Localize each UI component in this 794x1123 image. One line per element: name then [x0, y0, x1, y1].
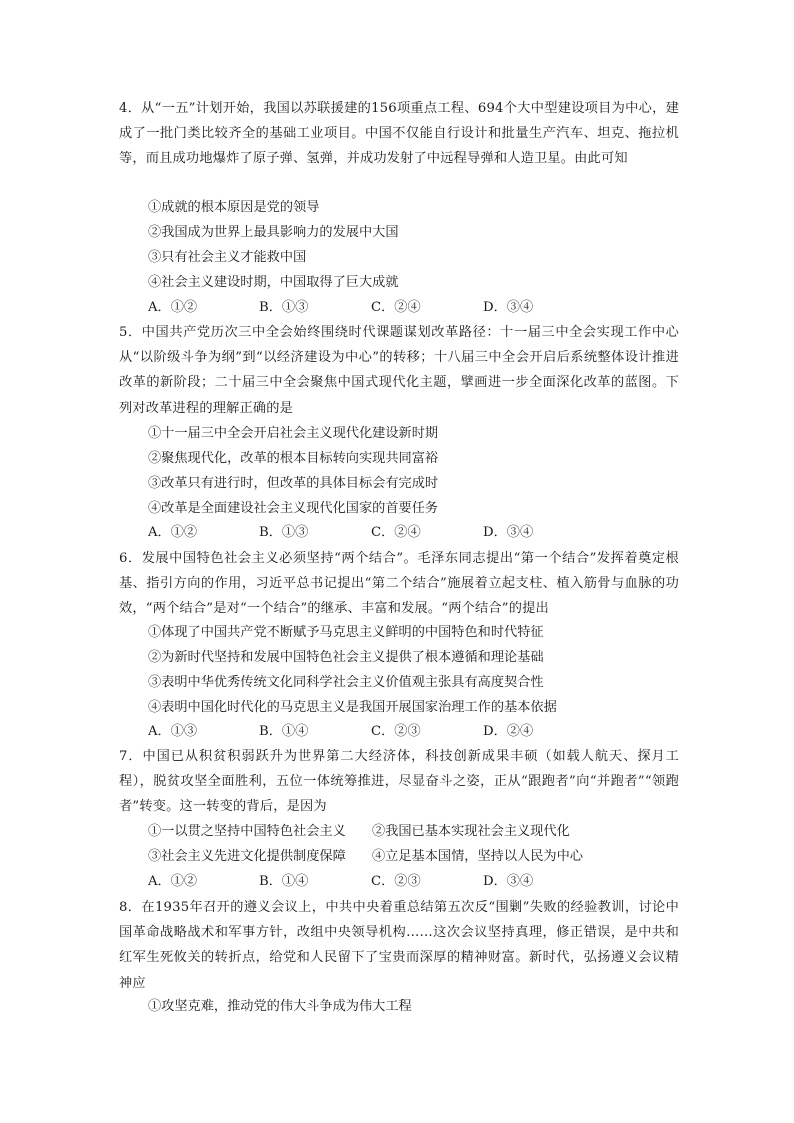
choice-d: D．③④	[483, 874, 534, 889]
choice-c: C．②④	[371, 300, 421, 315]
question-stem: 6．发展中国特色社会主义必须坚持“两个结合”。毛泽东同志提出“第一个结合”发挥着奠定根基、指引方向的作用，习近平总书记提出“第二个结合”施展着立起支柱、植入筋骨与血脉的功效，“两个结合”是对“一个结合”的继承、丰富和发展。“两个结合”的提出	[119, 551, 679, 617]
choice-c: C．②④	[371, 525, 421, 540]
option-3: ③只有社会主义才能救中国	[148, 250, 307, 265]
choice-c: C．②③	[371, 724, 421, 739]
choice-b: B．①④	[259, 724, 309, 739]
option-3: ③表明中华优秀传统文化同科学社会主义价值观主张具有高度契合性	[148, 675, 544, 690]
choice-c: C．②③	[371, 874, 421, 889]
option-1: ①十一届三中全会开启社会主义现代化建设新时期	[148, 426, 439, 441]
option-4: ④社会主义建设时期，中国取得了巨大成就	[148, 275, 399, 290]
option-2: ②为新时代坚持和发展中国特色社会主义提供了根本遵循和理论基础	[148, 650, 544, 665]
option-3: ③社会主义先进文化提供制度保障	[148, 849, 346, 864]
question-stem: 4．从“一五”计划开始，我国以苏联援建的156项重点工程、694个大中型建设项目为中心，建成了一批门类比较齐全的基础工业项目。中国不仅能自行设计和批量生产汽车、坦克、拖拉机等，而且成功地爆炸了原子弹、氢弹，并成功发射了中远程导弹和人造卫星。由此可知	[119, 101, 679, 167]
option-1: ①攻坚克难，推动党的伟大斗争成为伟大工程	[148, 999, 412, 1014]
option-1: ①成就的根本原因是党的领导	[148, 200, 320, 215]
option-4: ④改革是全面建设社会主义现代化国家的首要任务	[148, 501, 439, 516]
question-stem: 5．中国共产党历次三中全会始终围绕时代课题谋划改革路径：十一届三中全会实现工作中心从“以阶级斗争为纲”到“以经济建设为中心”的转移；十八届三中全会开启后系统整体设计推进改革的新阶段；二十届三中全会聚焦中国式现代化主题，擘画进一步全面深化改革的蓝图。下列对改革进程的理解正确的是	[119, 325, 679, 416]
option-1: ①体现了中国共产党不断赋予马克思主义鲜明的中国特色和时代特征	[148, 625, 544, 640]
choice-d: D．③④	[483, 525, 534, 540]
choice-a: A．①②	[148, 300, 198, 315]
choice-b: B．①③	[259, 525, 309, 540]
choice-a: A．①②	[148, 874, 198, 889]
option-2: ②我国已基本实现社会主义现代化	[372, 824, 570, 839]
option-3: ③改革只有进行时，但改革的具体目标会有完成时	[148, 476, 439, 491]
question-stem: 7．中国已从积贫积弱跃升为世界第二大经济体，科技创新成果丰硕（如载人航天、探月工程），脱贫攻坚全面胜利，五位一体统筹推进，尽显奋斗之姿，正从“跟跑者”向“并跑者”“领跑者”转变。这一转变的背后，是因为	[119, 749, 679, 815]
option-2: ②我国成为世界上最具影响力的发展中大国	[148, 225, 399, 240]
choice-b: B．①④	[259, 874, 309, 889]
question-stem: 8．在1935年召开的遵义会议上，中共中央着重总结第五次反“围剿”失败的经验教训，讨论中国革命战略战术和军事方针，改组中央领导机构……这次会议坚持真理，修正错误，是中共和红军生死攸关的转折点，给党和人民留下了宝贵而深厚的精神财富。新时代，弘扬遵义会议精神应	[119, 900, 679, 991]
option-1: ①一以贯之坚持中国特色社会主义	[148, 824, 346, 839]
option-4: ④立足基本国情，坚持以人民为中心	[372, 849, 583, 864]
choice-a: A．①③	[148, 724, 198, 739]
choice-b: B．①③	[259, 300, 309, 315]
option-4: ④表明中国化时代化的马克思主义是我国开展国家治理工作的基本依据	[148, 700, 557, 715]
choice-d: D．③④	[483, 300, 534, 315]
option-2: ②聚焦现代化，改革的根本目标转向实现共同富裕	[148, 451, 439, 466]
choice-a: A．①②	[148, 525, 198, 540]
choice-d: D．②④	[483, 724, 534, 739]
